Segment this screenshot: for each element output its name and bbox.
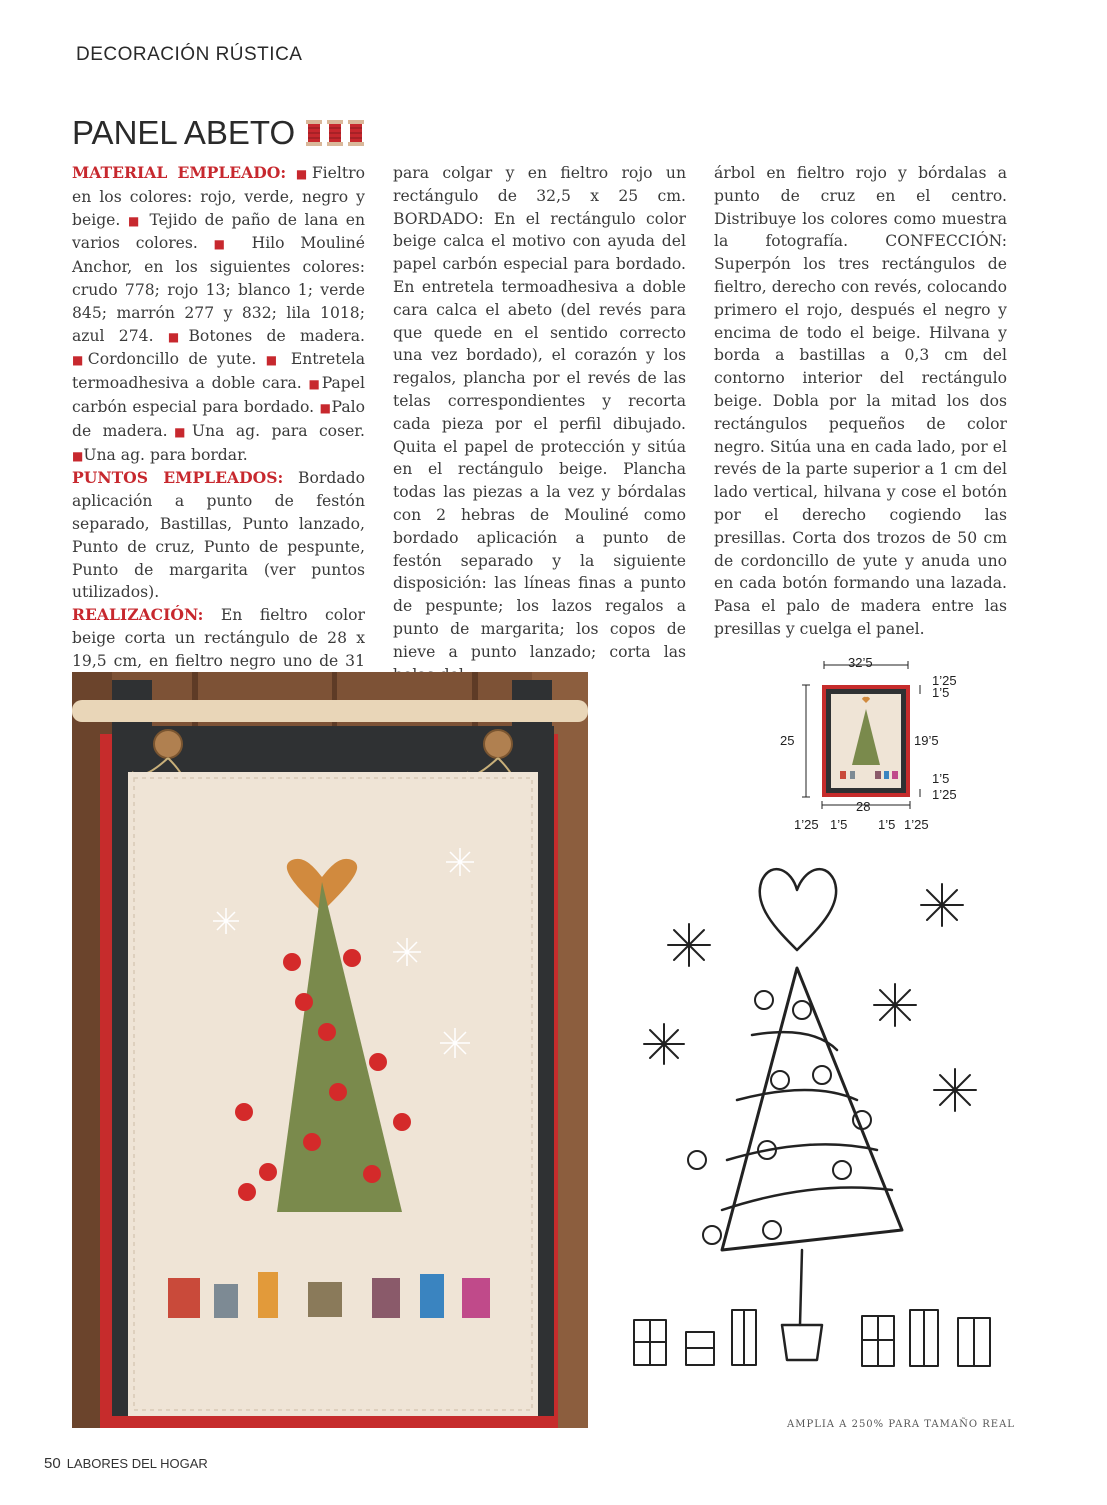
text-column-2: para colgar y en fieltro rojo un rectángulo de 32,5 x 25 cm. BORDADO: En el rectángulo color beige calca el motivo con ayuda del papel carbón especial para bordado. En entretela termoadhesiva a doble cara calca el abeto (del revés para que quede en el sentido correcto una vez bordado), el corazón y los regalos, plancha por el revés de las telas correspondientes y recorta cada pieza por el perfil dibujado. Quita el papel de protección y sitúa en el rectángulo beige. Plancha todas las piezas a la vez y bórdalas con 2 hebras de Mouliné como bordado aplicación a punto de festón separado y la siguiente disposición: las líneas finas a punto de pespunte; los lazos regalos a punto de margarita; los copos de nieve a punto lanzado; corta las (393, 164, 686, 661)
spool-icon (305, 119, 323, 147)
dimension-diagram (780, 655, 980, 835)
page-footer (44, 1455, 208, 1472)
material-label: MATERIAL EMPLEADO: (72, 163, 287, 182)
embroidery-pattern (612, 850, 1002, 1415)
dim-top-r2: 1’5 (932, 685, 950, 700)
magazine-name: LABORES DEL HOGAR (66, 1456, 208, 1471)
text-column-1 (72, 162, 365, 718)
dim-br2: 1’25 (904, 817, 929, 832)
difficulty-spools (305, 119, 365, 147)
dim-bl2: 1’5 (830, 817, 848, 832)
pattern-tree (722, 968, 902, 1250)
panel-photo (72, 672, 588, 1428)
dim-bottom-width: 28 (856, 799, 871, 814)
dim-height-left: 25 (780, 733, 795, 748)
dim-bot-r2: 1’25 (932, 787, 957, 802)
puntos-label: PUNTOS EMPLEADOS: (72, 468, 284, 488)
page-title (72, 114, 365, 152)
material-paragraph: MATERIAL EMPLEADO: ■Fieltro en los colores: rojo, verde, negro y beige. ■ Tejido de paño de lana en varios colores. ■ Hilo Mouliné Anchor, en los siguientes colores: crudo 778; rojo 13; blanco 1; verde 845; marrón 277 y 832; lila 1018; azul 274. ■Botones de madera. ■Cordoncillo de yute. ■ Entretela termoadhesiva a doble cara. ■Papel carbón especial para bordado. ■Palo de madera.■Una ag. para coser. ■Una ag. para bordar. (72, 163, 366, 464)
section-header: DECORACIÓN RÚSTICA (76, 44, 303, 65)
dim-br1: 1’5 (878, 817, 896, 832)
dim-bl1: 1’25 (794, 817, 819, 832)
pattern-heart (760, 869, 836, 950)
text-column-3: árbol en fieltro rojo y bórdalas a punto de cruz en el centro. Distribuye los colores como muestra la fotografía. CONFECCIÓN: Superpón los tres rectángulos de fieltro, derecho con revés, colocando primero el rojo, después el negro y encima de todo el beige. Hilvana y borda a bastillas a 0,3 cm del contorno interior del rectángulo beige. Dobla por la mitad los dos rectángulos pequeños de color negro. Sitúa una en cada lado, por el revés de la parte superior a 1 cm del lado vertical, hilvana y cose el botón por el derecho cogiendo las presillas. Corta dos trozos de 50 cm de cordoncillo de yute y anuda uno en cada botón formando una lazada. Pasa el palo de madera entre las presillas y cuelga el panel. (714, 164, 1007, 638)
dim-bot-r1: 1’5 (932, 771, 950, 786)
dim-height-right: 19’5 (914, 733, 939, 748)
puntos-paragraph: PUNTOS EMPLEADOS: Bordado aplicación a punto de festón separado, Bastillas, Punto lanzado, Punto de cruz, Punto de pespunte, Punto de margarita (ver puntos utilizados). (72, 468, 365, 602)
dim-top-r1: 1’25 (932, 673, 957, 688)
spool-icon (347, 119, 365, 147)
page-number: 50 (44, 1455, 61, 1472)
dim-top-width: 32’5 (848, 655, 873, 670)
pattern-caption: AMPLIA A 250% PARA TAMAÑO REAL (787, 1419, 1015, 1430)
spool-icon (326, 119, 344, 147)
realizacion-paragraph: REALIZACIÓN: En fieltro color beige corta un rectángulo de 28 x 19,5 cm, en fieltro negro uno de 31 (72, 605, 365, 670)
title-text: PANEL ABETO (72, 114, 296, 151)
realizacion-label: REALIZACIÓN: (72, 605, 204, 625)
